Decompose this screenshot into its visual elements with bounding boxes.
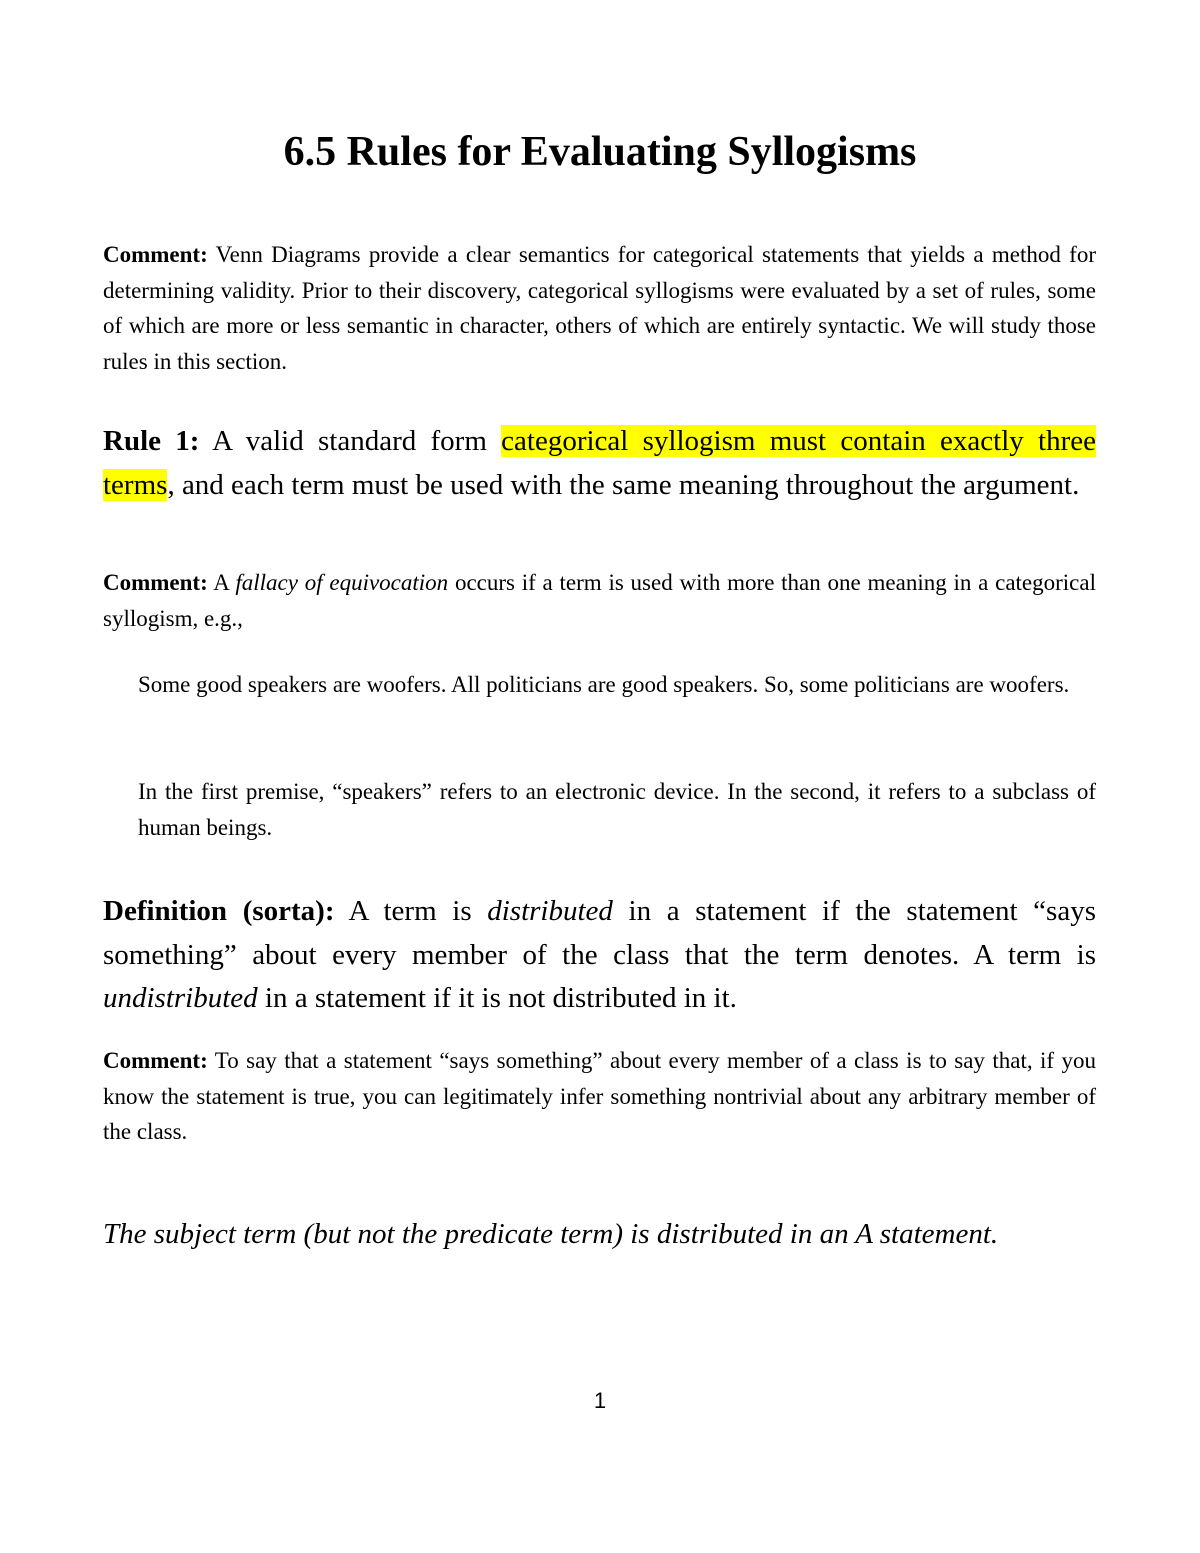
comment-label: Comment: [103, 242, 208, 267]
undistributed-term: undistributed [103, 982, 258, 1014]
comment-text-after: occurs if a term is used with more than one meaning in a categorical syllogism, e.g., [103, 570, 1096, 631]
definition-text-3: in a statement if it is not distributed in it. [257, 982, 737, 1014]
example-syllogism: Some good speakers are woofers. All politicians are good speakers. So, some politicians are woofers. [138, 672, 1070, 697]
page-title: 6.5 Rules for Evaluating Syllogisms [283, 129, 917, 175]
highlighted-text: categorical syllogism must contain exactly three terms [103, 425, 1096, 501]
comment-label: Comment: [103, 1048, 208, 1073]
a-statement-rule: The subject term (but not the predicate term) is distributed in an A statement. [103, 1218, 999, 1250]
rule-text-before: A valid standard form [199, 425, 502, 457]
definition-text-2: in a statement if the statement “says something” about every member of the class that the term denotes. A term is [103, 895, 1096, 971]
comment-text: Venn Diagrams provide a clear semantics for categorical statements that yields a method for determining validity. Prior to their discovery, categorical syllogisms were evaluated by a set of rules, some of which are more or less semantic in character, others of which are entirely syntactic. We will study those rules in this section. [103, 242, 1096, 374]
page-number: 1 [593, 1388, 607, 1413]
definition-distributed [103, 890, 1096, 1021]
comment-text-before: A [207, 570, 236, 595]
equivocation-comment [103, 565, 1096, 636]
intro-comment [103, 237, 1096, 379]
comment-label: Comment: [103, 570, 208, 595]
distributed-term: distributed [487, 895, 613, 927]
example-explanation: In the first premise, “speakers” refers to an electronic device. In the second, it refers to a subclass of human beings. [138, 779, 1096, 840]
definition-label: Definition (sorta): [103, 895, 335, 927]
rule-1 [103, 420, 1096, 507]
rule-label: Rule 1: [103, 425, 200, 457]
definition-text-1: A term is [334, 895, 488, 927]
comment-text: To say that a statement “says something” about every member of a class is to say that, if you know the statement is true, you can legitimately infer something nontrivial about any arbitrary member of the class. [103, 1048, 1096, 1144]
fallacy-term: fallacy of equivocation [235, 570, 449, 595]
says-something-comment [103, 1043, 1096, 1150]
rule-text-after: , and each term must be used with the same meaning throughout the argument. [167, 468, 1080, 501]
